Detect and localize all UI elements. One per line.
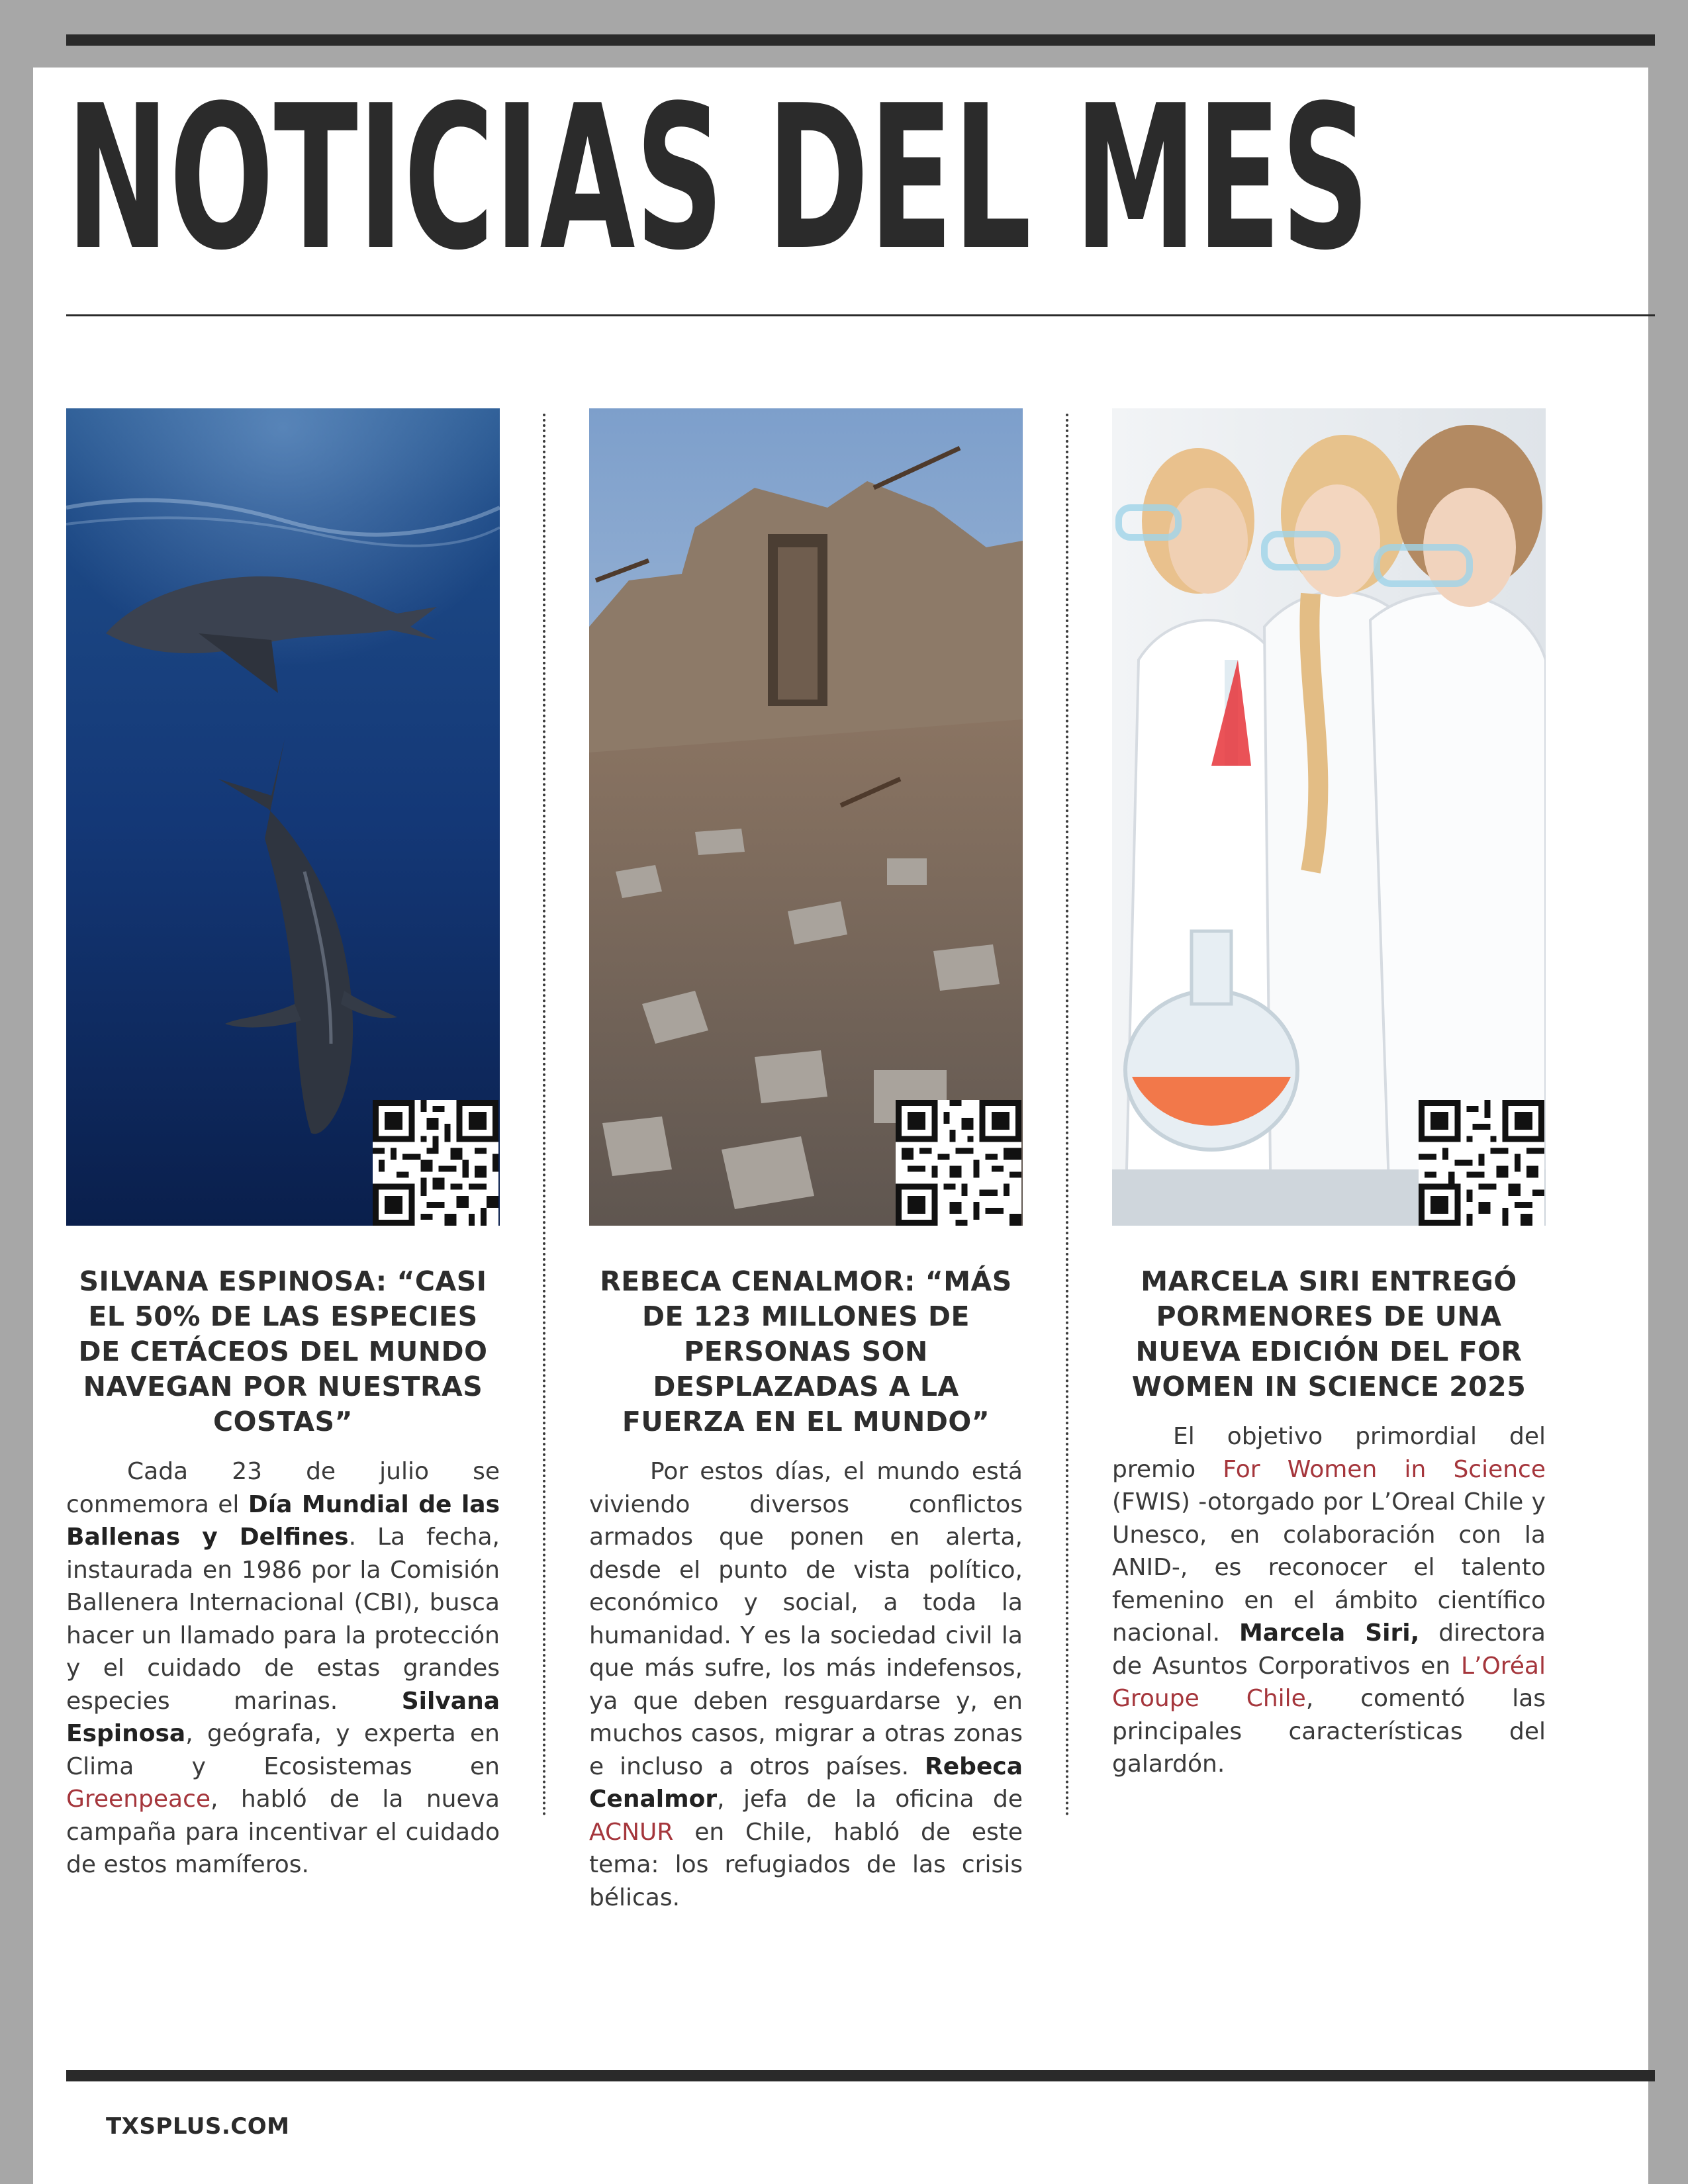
qr-code-icon[interactable]	[1419, 1100, 1544, 1226]
article-headline: MARCELA SIRI ENTREGÓ PORMENORES DE UNA NUEVA EDICIÓN DEL FOR WOMEN IN SCIENCE 2025	[1131, 1265, 1526, 1402]
article-body: Cada 23 de julio se conmemora el Día Mundial de las Ballenas y Delfines. La fecha, instaurada en 1986 por la Comisión Ballenera Internacional (CBI), busca hacer un llamado para la protección y el cuidado de estas grandes especies marinas. Silvana Espinosa, geógrafa, y experta en Clima y Ecosistemas en Greenpeace, habló de la nueva campaña para incentivar el cuidado de estos mamíferos.	[66, 1458, 500, 1878]
loreal-groupe-chile-link[interactable]: L’Oréal Groupe Chile	[1112, 1652, 1546, 1712]
top-rule	[66, 34, 1655, 46]
article-women-science	[1112, 408, 1546, 1781]
qr-code-icon[interactable]	[373, 1100, 498, 1226]
lab-scientists-photo	[1112, 408, 1546, 1226]
article-body: El objetivo primordial del premio For Women in Science (FWIS) -otorgado por L’Oreal Chile y Unesco, en colaboración con la ANID-, es reconocer el talento femenino en el ámbito científico nacional. Marcela Siri, directora de Asuntos Corporativos en L’Oréal Groupe Chile, comentó las principales características del galardón.	[1112, 1423, 1546, 1778]
bottom-rule	[66, 2070, 1655, 2081]
footer-site: TXSPLUS.COM	[106, 2113, 290, 2140]
article-headline: SILVANA ESPINOSA: “CASI EL 50% DE LAS ESPECIES DE CETÁCEOS DEL MUNDO NAVEGAN POR NUESTRAS COSTAS”	[78, 1265, 488, 1437]
column-separator	[543, 414, 545, 1817]
qr-code-icon[interactable]	[896, 1100, 1021, 1226]
for-women-in-science-link[interactable]: For Women in Science	[1223, 1455, 1546, 1483]
acnur-link[interactable]: ACNUR	[589, 1818, 674, 1846]
whales-photo	[66, 408, 500, 1226]
page-title: NOTICIAS DEL MES	[66, 63, 1370, 294]
article-headline: REBECA CENALMOR: “MÁS DE 123 MILLONES DE PERSONAS SON DESPLAZADAS A LA FUERZA EN EL MUNDO”	[600, 1265, 1012, 1437]
column-separator	[1066, 414, 1068, 1817]
rubble-photo	[589, 408, 1023, 1226]
greenpeace-link[interactable]: Greenpeace	[66, 1786, 211, 1813]
article-body: Por estos días, el mundo está viviendo diversos conflictos armados que ponen en alerta, desde el punto de vista político, económico y social, a toda la humanidad. Y es la sociedad civil la que más sufre, los más indefensos, ya que deben resguardarse y, en muchos casos, migrar a otras zonas e incluso a otros países. Rebeca Cenalmor, jefa de la oficina de ACNUR en Chile, habló de este tema: los refugiados de las crisis bélicas.	[589, 1458, 1023, 1911]
article-refugees	[589, 408, 1023, 1914]
article-whales	[66, 408, 500, 1882]
title-divider	[66, 314, 1655, 316]
